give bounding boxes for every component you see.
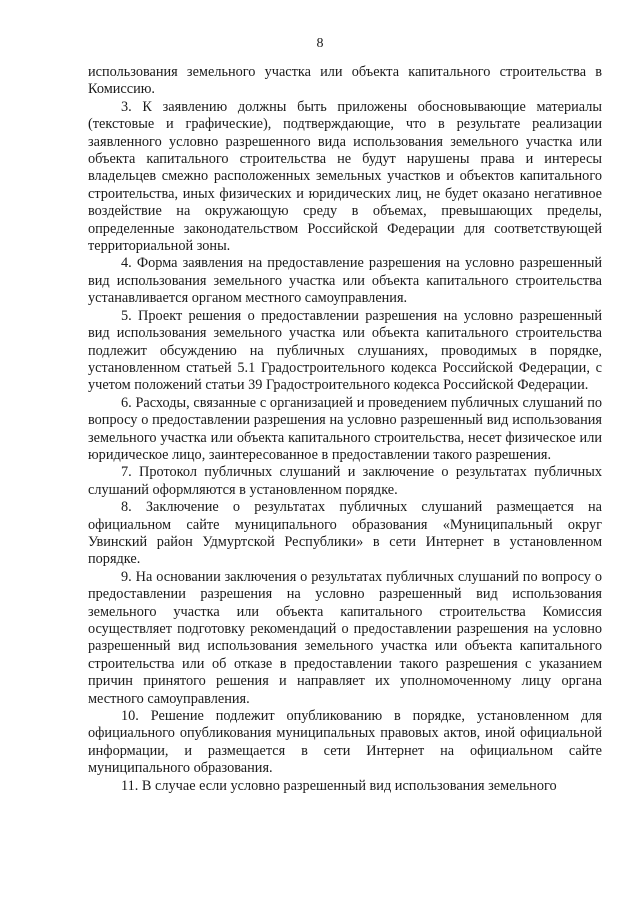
paragraph-7: 7. Протокол публичных слушаний и заключение о результатах публичных слушаний оформляются в установленном порядке. bbox=[88, 464, 602, 498]
paragraph-3: 3. К заявлению должны быть приложены обосновывающие материалы (текстовые и графические), подтверждающие, что в результате реализации заявленного условно разрешенного вида использования земельного участка или объекта капитального строительства не будут нарушены права и интересы владельцев смежно расположенных земельных участков и объектов капитального строительства, иных физических и юридических лиц, не будет оказано негативное воздействие на окружающую среду в объемах, превышающих пределы, определенные законодательством Российской Федерации для соответствующей территориальной зоны. bbox=[88, 98, 602, 255]
page-number: 8 bbox=[316, 36, 324, 51]
paragraph-4: 4. Форма заявления на предоставление разрешения на условно разрешенный вид использования земельного участка или объекта капитального строительства устанавливается органом местного самоуправления. bbox=[88, 255, 602, 307]
document-body bbox=[88, 64, 602, 795]
paragraph-6: 6. Расходы, связанные с организацией и проведением публичных слушаний по вопросу о предоставлении разрешения на условно разрешенный вид использования земельного участка или объекта капитального строительства, несет физическое или юридическое лицо, заинтересованное в предоставлении такого разрешения. bbox=[88, 394, 602, 463]
paragraph-10: 10. Решение подлежит опубликованию в порядке, установленном для официального опубликования муниципальных правовых актов, иной официальной информации, и размещается в сети Интернет на официальном сайте муниципального образования. bbox=[88, 708, 602, 777]
paragraph-9: 9. На основании заключения о результатах публичных слушаний по вопросу о предоставлении разрешения на условно разрешенный вид использования земельного участка или объекта капитального строительства Комиссия осуществляет подготовку рекомендаций о предоставлении разрешения на условно разрешенный вид использования земельного участка или объекта капитального строительства или об отказе в предоставлении такого разрешения с указанием причин принятого решения и направляет их уполномоченному лицу органа местного самоуправления. bbox=[88, 568, 602, 707]
paragraph-5: 5. Проект решения о предоставлении разрешения на условно разрешенный вид использования земельного участка или объекта капитального строительства подлежит обсуждению на публичных слушаниях, проводимых в порядке, установленном статьей 5.1 Градостроительного кодекса Российской Федерации, с учетом положений статьи 39 Градостроительного кодекса Российской Федерации. bbox=[88, 307, 602, 394]
paragraph-8: 8. Заключение о результатах публичных слушаний размещается на официальном сайте муниципального образования «Муниципальный округ Увинский район Удмуртской Республики» в сети Интернет в установленном порядке. bbox=[88, 499, 602, 568]
paragraph-11: 11. В случае если условно разрешенный вид использования земельного bbox=[121, 777, 557, 794]
paragraph-continuation: использования земельного участка или объекта капитального строительства в Комиссию. bbox=[88, 64, 602, 98]
